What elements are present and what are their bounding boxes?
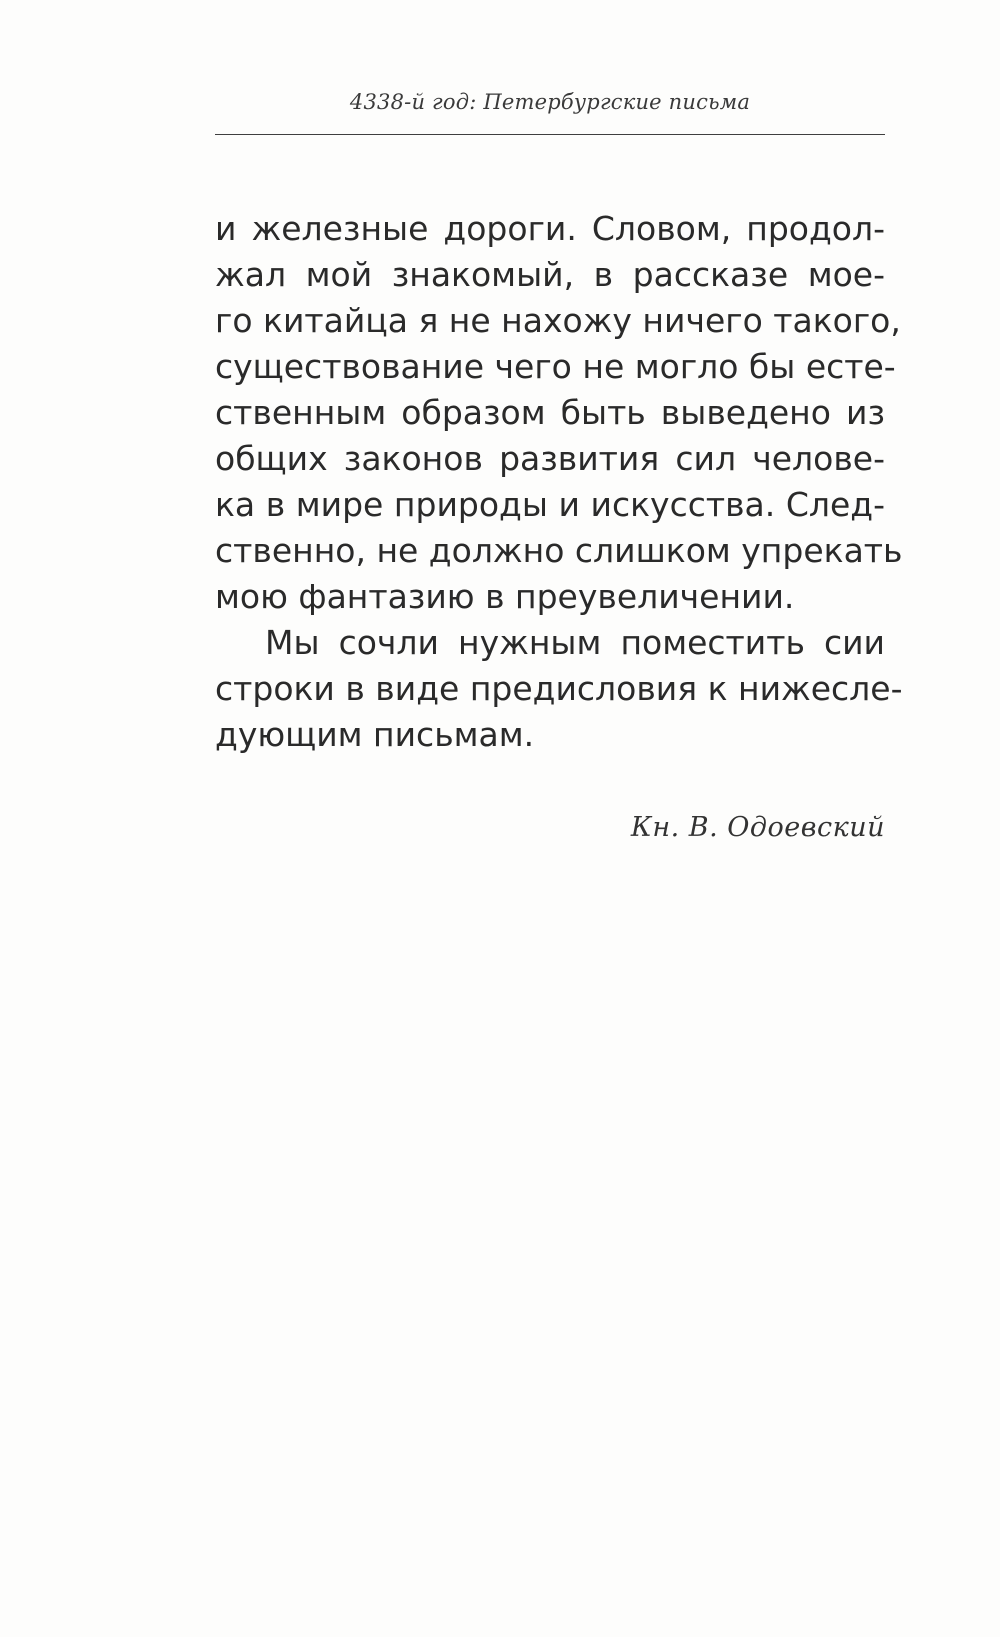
text-line: жал мой знакомый, в рассказе мое- <box>215 255 885 294</box>
text-line: существование чего не могло бы есте- <box>215 347 896 386</box>
text-line: строки в виде предисловия к нижесле- <box>215 669 903 708</box>
author-signature: Кн. В. Одоевский <box>630 812 885 843</box>
text-line: дующим письмам. <box>215 715 535 754</box>
body-text <box>215 206 903 758</box>
text-line: Мы сочли нужным поместить сии <box>265 623 885 662</box>
text-line: ственно, не должно слишком упрекать <box>215 531 903 570</box>
text-line: ка в мире природы и искусства. След- <box>215 485 885 524</box>
text-line: общих законов развития сил челове- <box>215 439 885 478</box>
text-line: и железные дороги. Словом, продол- <box>215 209 885 248</box>
text-line: мою фантазию в преувеличении. <box>215 577 795 616</box>
text-line: ственным образом быть выведено из <box>215 393 885 432</box>
header-rule <box>215 134 885 135</box>
text-line: го китайца я не нахожу ничего такого, <box>215 301 901 340</box>
running-head: 4338-й год: Петербургские письма <box>349 90 751 114</box>
